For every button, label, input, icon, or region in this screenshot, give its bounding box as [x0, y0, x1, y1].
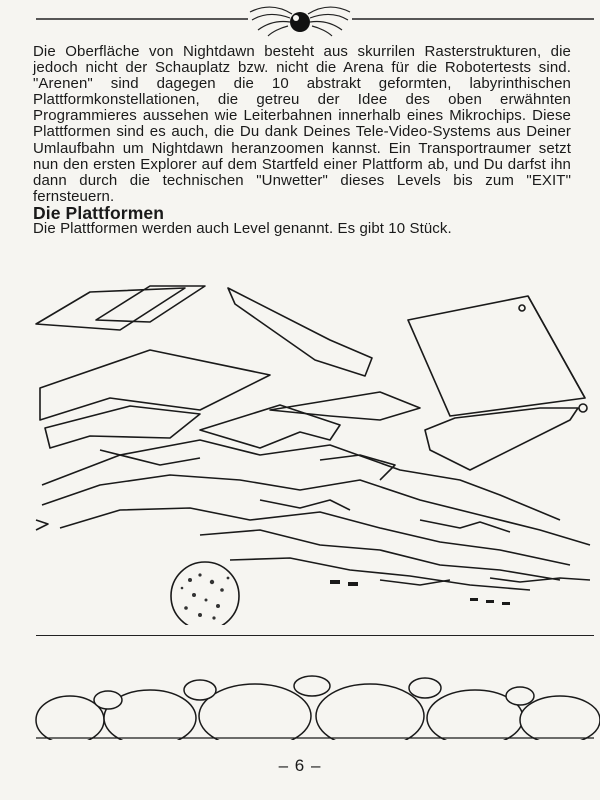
sphere-icon: [171, 562, 239, 625]
page-number: – 6 –: [278, 756, 322, 775]
body-text: [33, 44, 571, 237]
orb-icon: [290, 12, 310, 32]
header-ornament: [0, 0, 600, 40]
intro-paragraph: Die Oberfläche von Nightdawn besteht aus skurrilen Rasterstrukturen, die jedoch nicht der Schauplatz bzw. nicht die Arena für die Robotertests sind. "Arenen" sind dagegen die 10 abstrakt geformten, labyrinthischen Plattformkonstellationen, die getreu der Idee des oben erwähnten Programmieres aussehen wie Leiterbahnen innerhalb eines Mikrochips. Diese Plattformen sind es auch, die Du dank Deines Tele-Video-Systems aus Deiner Umlaufbahn um Nightdawn heranzoomen kannst. Ein Transportraumer setzt nun den ersten Explorer auf dem Startfeld einer Plattform ab, und Du darfst ihn dann durch die technischen "Unwetter" dieses Levels bis zum "EXIT" fernsteuern.: [33, 43, 571, 205]
wing-left-icon: [250, 7, 292, 36]
section-heading: Die Plattformen: [33, 202, 165, 223]
platform-illustration: [0, 280, 600, 625]
section-paragraph: Die Plattformen werden auch Level genannt. Es gibt 10 Stück.: [33, 220, 452, 238]
footer-rule: [36, 635, 594, 636]
bubble-row: [0, 660, 600, 740]
wing-right-icon: [308, 7, 350, 36]
